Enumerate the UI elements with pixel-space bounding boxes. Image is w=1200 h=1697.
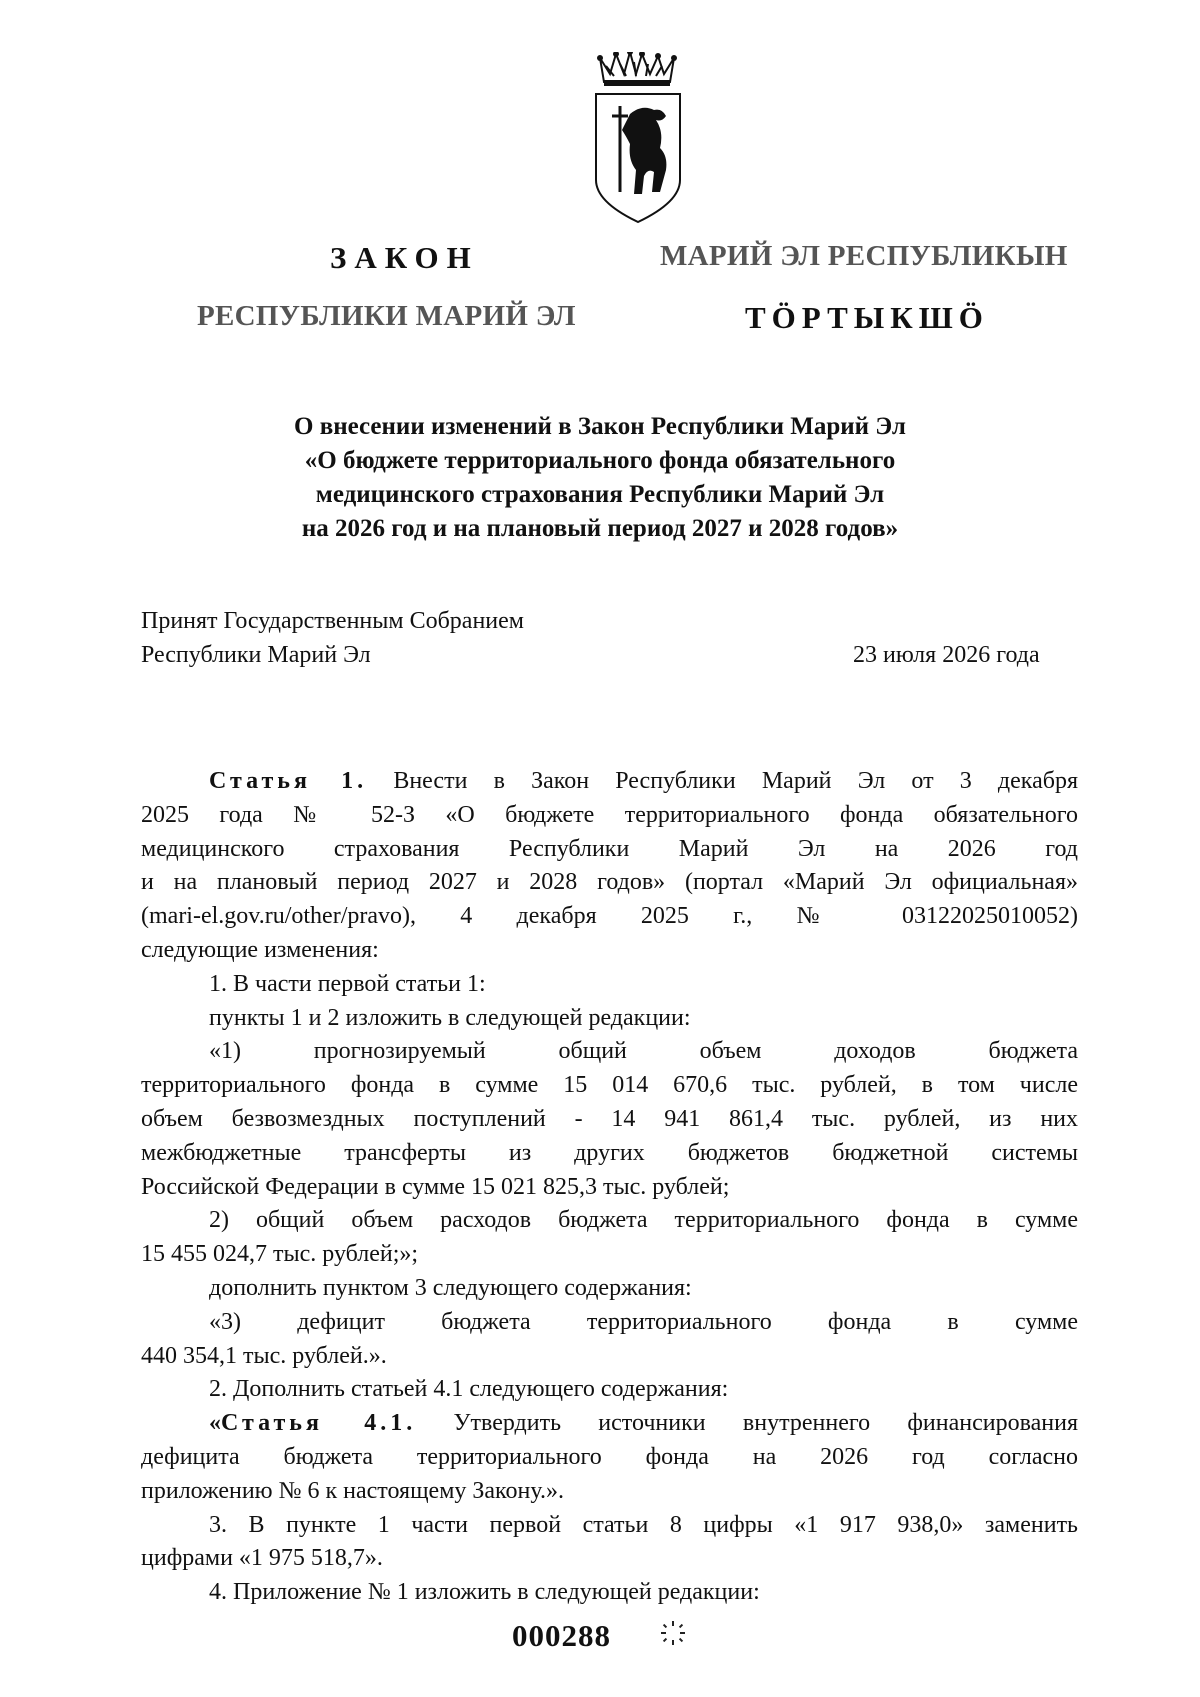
article-41-line: дефицита бюджета территориального фонда на 2026 год согласно bbox=[141, 1443, 1078, 1470]
title-line: на 2026 год и на плановый период 2027 и 2028 годов» bbox=[301, 515, 899, 542]
coat-of-arms-icon bbox=[590, 52, 686, 230]
law-title bbox=[150, 410, 1050, 546]
point-1-line: территориального фонда в сумме 15 014 670,6 тыс. рублей, в том числе bbox=[141, 1072, 1078, 1099]
republic-name: РЕСПУБЛИКИ МАРИЙ ЭЛ bbox=[197, 300, 576, 332]
article-1-line: следующие изменения: bbox=[141, 936, 379, 963]
item-4: 4. Приложение № 1 изложить в следующей редакции: bbox=[209, 1579, 760, 1606]
article-1-heading: Статья 1. bbox=[209, 768, 368, 794]
article-1-line: медицинского страхования Республики Марий Эл на 2026 год bbox=[141, 835, 1078, 862]
point-1-line: «1) прогнозируемый общий объем доходов бюджета bbox=[209, 1038, 1078, 1065]
point-3-line: 440 354,1 тыс. рублей.». bbox=[141, 1342, 387, 1369]
item-1-sub: пункты 1 и 2 изложить в следующей редакции: bbox=[209, 1004, 691, 1031]
article-1-line: и на плановый период 2027 и 2028 годов» (портал «Марий Эл официальная» bbox=[141, 869, 1078, 896]
item-3-line: 3. В пункте 1 части первой статьи 8 цифры «1 917 938,0» заменить bbox=[209, 1511, 1078, 1538]
article-41-first-line: «Статья 4.1. Утвердить источники внутреннего финансирования bbox=[209, 1410, 1079, 1437]
title-line: «О бюджете территориального фонда обязательного bbox=[304, 447, 896, 474]
point-3-line: «3) дефицит бюджета территориального фонда в сумме bbox=[209, 1308, 1078, 1335]
title-line: О внесении изменений в Закон Республики Марий Эл bbox=[294, 413, 906, 440]
document-body bbox=[141, 765, 1078, 1610]
point-1-line: Российской Федерации в сумме 15 021 825,3 тыс. рублей; bbox=[141, 1173, 730, 1200]
adoption-date: 23 июля 2026 года bbox=[853, 642, 1040, 668]
item-3-line: цифрами «1 975 518,7». bbox=[141, 1545, 383, 1572]
page-number: 000288 bbox=[512, 1618, 611, 1653]
sparkle-mark-icon bbox=[660, 1620, 686, 1646]
add-point-3: дополнить пунктом 3 следующего содержания: bbox=[209, 1274, 692, 1301]
item-2-heading: 2. Дополнить статьей 4.1 следующего содержания: bbox=[209, 1376, 729, 1403]
article-41-heading: Статья 4.1. bbox=[221, 1410, 417, 1437]
title-line: медицинского страхования Республики Марий Эл bbox=[315, 481, 885, 508]
article-1-line: (mari-el.gov.ru/other/pravo), 4 декабря 2025 г., № 03122025010052) bbox=[141, 903, 1078, 930]
article-1-first-line: Статья 1. Внести в Закон Республики Марий Эл от 3 декабря bbox=[209, 768, 1078, 794]
item-1-heading: 1. В части первой статьи 1: bbox=[209, 970, 486, 997]
article-1-line: 2025 года № 52-З «О бюджете территориального фонда обязательного bbox=[141, 801, 1078, 828]
law-label-mari: ТӦРТЫКШӦ bbox=[745, 300, 989, 335]
point-1-line: объем безвозмездных поступлений - 14 941 861,4 тыс. рублей, из них bbox=[141, 1105, 1078, 1132]
point-2-line: 2) общий объем расходов бюджета территориального фонда в сумме bbox=[209, 1207, 1078, 1234]
law-label: ЗАКОН bbox=[330, 240, 479, 275]
article-41-line: приложению № 6 к настоящему Закону.». bbox=[141, 1477, 564, 1504]
republic-name-mari: МАРИЙ ЭЛ РЕСПУБЛИКЫН bbox=[660, 240, 1068, 272]
point-2-line: 15 455 024,7 тыс. рублей;»; bbox=[141, 1241, 419, 1268]
adoption-line-2: Республики Марий Эл bbox=[141, 642, 371, 668]
adoption-line-1: Принят Государственным Собранием bbox=[141, 608, 524, 634]
point-1-line: межбюджетные трансферты из других бюджетов бюджетной системы bbox=[141, 1139, 1078, 1166]
